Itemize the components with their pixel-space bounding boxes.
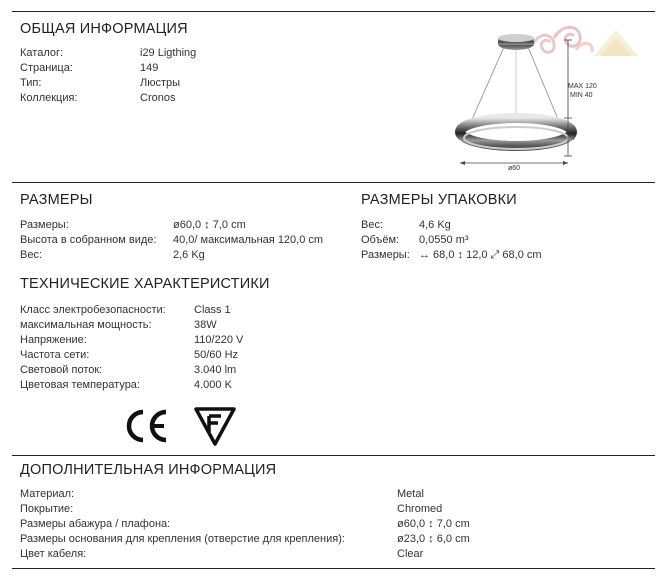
additional-label: Покрытие: [20, 503, 74, 515]
packaging-label: Вес: [361, 219, 384, 231]
general-value: Люстры [140, 77, 181, 89]
technical-value: 110/220 V [194, 334, 244, 346]
additional-label: Размеры основания для крепления (отверстие для крепления): [20, 533, 345, 545]
technical-label: Напряжение: [20, 334, 87, 346]
additional-title: ДОПОЛНИТЕЛЬНАЯ ИНФОРМАЦИЯ [20, 462, 277, 478]
technical-title: ТЕХНИЧЕСКИЕ ХАРАКТЕРИСТИКИ [20, 276, 270, 292]
general-label: Каталог: [20, 47, 64, 59]
technical-label: Класс электробезопасности: [20, 304, 166, 316]
general-value: 149 [140, 62, 159, 74]
section-divider [12, 182, 655, 183]
additional-label: Материал: [20, 488, 75, 500]
technical-label: Световой поток: [20, 364, 103, 376]
technical-value: 3.040 lm [194, 364, 237, 376]
bottom-divider [12, 568, 655, 569]
diagram-height-label: 7 [572, 135, 576, 142]
technical-value: 4.000 K [194, 379, 232, 391]
dimensions-label: Высота в собранном виде: [20, 234, 157, 246]
packaging-title: РАЗМЕРЫ УПАКОВКИ [361, 192, 517, 208]
ce-mark-icon [124, 408, 170, 444]
technical-label: Цветовая температура: [20, 379, 140, 391]
diagram-width-label: ø60 [508, 165, 521, 172]
general-value: Cronos [140, 92, 176, 104]
general-info-title: ОБЩАЯ ИНФОРМАЦИЯ [20, 21, 188, 37]
dimensions-value: 40,0/ максимальная 120,0 cm [173, 234, 324, 246]
technical-label: максимальная мощность: [20, 319, 152, 331]
additional-value: Chromed [397, 503, 443, 515]
lamp-diagram [452, 20, 662, 180]
additional-value: ø23,0 ↕ 6,0 cm [397, 533, 470, 545]
general-value: i29 Ligthing [140, 47, 197, 59]
technical-label: Частота сети: [20, 349, 90, 361]
diagram-max-label: MAX 120 [568, 83, 597, 90]
top-divider [12, 11, 655, 12]
dimensions-title: РАЗМЕРЫ [20, 192, 93, 208]
technical-value: 50/60 Hz [194, 349, 239, 361]
packaging-value: 4,6 Kg [419, 219, 451, 231]
additional-value: Clear [397, 548, 424, 560]
technical-value: 38W [194, 319, 217, 331]
packaging-value: ↔ 68,0 ↕ 12,0 ⤢ 68,0 cm [419, 249, 542, 261]
dimensions-label: Вес: [20, 249, 43, 261]
general-label: Страница: [20, 62, 73, 74]
additional-value: Metal [397, 488, 424, 500]
section-divider [12, 455, 655, 456]
packaging-label: Размеры: [361, 249, 410, 261]
general-label: Тип: [20, 77, 42, 89]
technical-value: Class 1 [194, 304, 231, 316]
dimensions-label: Размеры: [20, 219, 69, 231]
diagram-min-label: MIN 40 [570, 92, 593, 99]
dimensions-value: ø60,0 ↕ 7,0 cm [173, 219, 246, 231]
f-mark-icon [194, 406, 236, 446]
additional-value: ø60,0 ↕ 7,0 cm [397, 518, 470, 530]
additional-label: Размеры абажура / плафона: [20, 518, 171, 530]
additional-label: Цвет кабеля: [20, 548, 87, 560]
packaging-value: 0,0550 m³ [419, 234, 469, 246]
dimensions-value: 2,6 Kg [173, 249, 205, 261]
packaging-label: Объём: [361, 234, 400, 246]
general-label: Коллекция: [20, 92, 78, 104]
